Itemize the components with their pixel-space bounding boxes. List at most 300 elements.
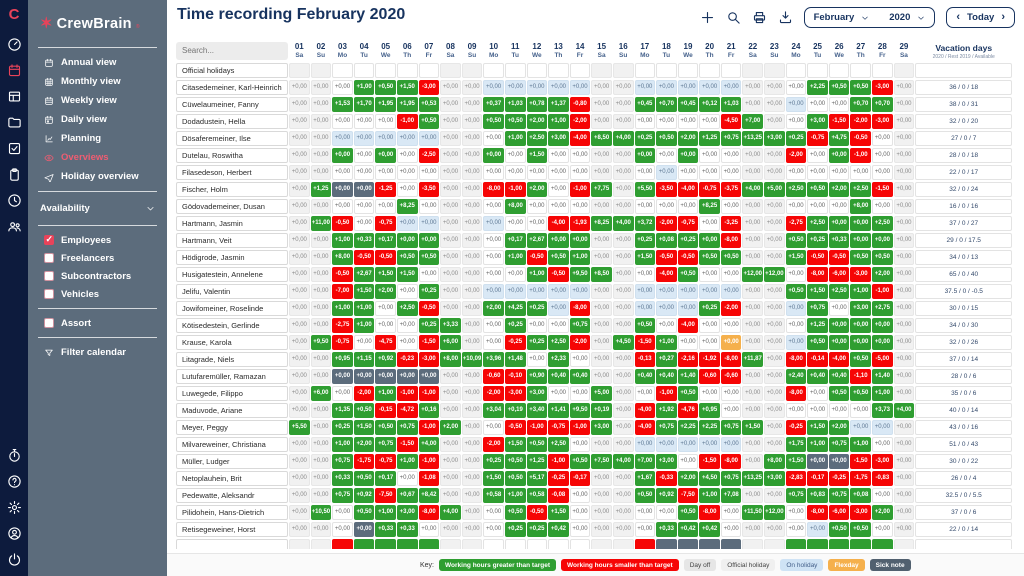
day-cell[interactable]: +0,00 xyxy=(397,216,418,231)
day-cell[interactable]: +0,00 xyxy=(570,80,591,95)
day-cell[interactable]: +0,00 xyxy=(289,233,310,248)
day-cell[interactable] xyxy=(354,539,375,549)
day-cell[interactable]: -0,83 xyxy=(872,471,893,486)
day-cell[interactable]: +0,00 xyxy=(462,131,483,146)
day-cell[interactable]: +0,00 xyxy=(829,403,850,418)
day-cell[interactable]: +0,50 xyxy=(656,131,677,146)
day-cell[interactable] xyxy=(527,539,548,549)
day-cell[interactable]: +0,50 xyxy=(850,352,871,367)
day-cell[interactable]: +0,50 xyxy=(678,505,699,520)
clock-icon[interactable] xyxy=(7,193,22,208)
day-cell[interactable]: +0,00 xyxy=(786,97,807,112)
day-cell[interactable] xyxy=(786,63,807,78)
day-cell[interactable]: +0,17 xyxy=(375,471,396,486)
day-cell[interactable]: +0,50 xyxy=(483,114,504,129)
employee-name-cell[interactable]: Hartmann, Veit xyxy=(176,233,288,248)
day-cell[interactable]: +0,00 xyxy=(721,165,742,180)
day-cell[interactable]: +1,25 xyxy=(311,182,332,197)
day-cell[interactable]: +0,00 xyxy=(613,352,634,367)
day-cell[interactable]: -0,23 xyxy=(397,352,418,367)
day-cell[interactable]: +0,00 xyxy=(635,165,656,180)
day-cell[interactable]: -4,00 xyxy=(678,318,699,333)
day-cell[interactable]: +0,92 xyxy=(375,352,396,367)
day-cell[interactable]: +1,95 xyxy=(397,97,418,112)
day-cell[interactable] xyxy=(483,63,504,78)
day-cell[interactable]: -8,00 xyxy=(807,267,828,282)
day-cell[interactable]: +0,50 xyxy=(850,522,871,537)
day-cell[interactable]: +0,00 xyxy=(872,437,893,452)
day-cell[interactable]: +6,00 xyxy=(440,335,461,350)
day-cell[interactable]: +0,00 xyxy=(894,301,915,316)
day-cell[interactable]: +0,00 xyxy=(786,335,807,350)
day-cell[interactable] xyxy=(440,63,461,78)
day-cell[interactable]: +0,00 xyxy=(678,284,699,299)
day-cell[interactable]: +8,00 xyxy=(505,199,526,214)
day-cell[interactable]: +0,00 xyxy=(440,199,461,214)
day-cell[interactable]: +0,00 xyxy=(440,182,461,197)
day-cell[interactable]: +0,00 xyxy=(635,301,656,316)
day-cell[interactable]: +0,00 xyxy=(850,233,871,248)
day-cell[interactable]: +0,00 xyxy=(678,454,699,469)
day-cell[interactable]: -1,50 xyxy=(829,114,850,129)
day-cell[interactable]: +0,00 xyxy=(570,284,591,299)
day-cell[interactable]: +0,00 xyxy=(894,369,915,384)
day-cell[interactable]: +5,00 xyxy=(591,386,612,401)
day-cell[interactable]: +0,00 xyxy=(419,131,440,146)
day-cell[interactable]: -2,50 xyxy=(419,148,440,163)
day-cell[interactable]: -1,75 xyxy=(354,454,375,469)
day-cell[interactable]: +7,00 xyxy=(635,454,656,469)
day-cell[interactable]: -8,00 xyxy=(419,505,440,520)
day-cell[interactable]: -8,00 xyxy=(699,505,720,520)
day-cell[interactable]: +0,00 xyxy=(613,437,634,452)
day-cell[interactable]: +0,40 xyxy=(635,369,656,384)
day-cell[interactable]: +5,17 xyxy=(527,471,548,486)
day-cell[interactable]: +2,67 xyxy=(527,233,548,248)
day-cell[interactable]: +0,00 xyxy=(462,97,483,112)
filter-vehicles[interactable]: Vehicles xyxy=(28,285,167,303)
day-cell[interactable]: +0,00 xyxy=(656,284,677,299)
day-cell[interactable]: +0,00 xyxy=(419,216,440,231)
day-cell[interactable]: +0,50 xyxy=(548,250,569,265)
day-cell[interactable]: +0,75 xyxy=(721,420,742,435)
day-cell[interactable]: +0,17 xyxy=(505,233,526,248)
day-cell[interactable]: -0,15 xyxy=(375,403,396,418)
day-cell[interactable]: +0,00 xyxy=(289,301,310,316)
day-cell[interactable]: +0,00 xyxy=(440,267,461,282)
day-cell[interactable]: +0,50 xyxy=(678,267,699,282)
day-cell[interactable]: -8,00 xyxy=(721,352,742,367)
day-cell[interactable]: +0,00 xyxy=(613,403,634,418)
day-cell[interactable]: -1,00 xyxy=(397,114,418,129)
day-cell[interactable]: +0,00 xyxy=(678,437,699,452)
day-cell[interactable]: +0,50 xyxy=(419,250,440,265)
day-cell[interactable]: +1,00 xyxy=(397,454,418,469)
day-cell[interactable]: +0,50 xyxy=(850,386,871,401)
day-cell[interactable]: +0,00 xyxy=(894,250,915,265)
day-cell[interactable]: +0,00 xyxy=(894,182,915,197)
day-cell[interactable]: -2,00 xyxy=(656,216,677,231)
day-cell[interactable] xyxy=(527,63,548,78)
day-cell[interactable]: -0,75 xyxy=(548,420,569,435)
day-cell[interactable]: +0,00 xyxy=(354,199,375,214)
day-cell[interactable]: +3,96 xyxy=(483,352,504,367)
day-cell[interactable]: +0,00 xyxy=(483,420,504,435)
day-cell[interactable] xyxy=(872,539,893,549)
day-cell[interactable]: +3,00 xyxy=(548,131,569,146)
day-cell[interactable]: +0,50 xyxy=(505,505,526,520)
day-cell[interactable]: -8,00 xyxy=(721,454,742,469)
day-cell[interactable] xyxy=(656,63,677,78)
day-cell[interactable]: +0,00 xyxy=(591,284,612,299)
day-cell[interactable]: +1,40 xyxy=(678,369,699,384)
day-cell[interactable]: +0,42 xyxy=(699,522,720,537)
day-cell[interactable]: +0,00 xyxy=(894,97,915,112)
day-cell[interactable]: +0,00 xyxy=(440,488,461,503)
day-cell[interactable]: +0,00 xyxy=(375,131,396,146)
day-cell[interactable]: +4,00 xyxy=(613,454,634,469)
day-cell[interactable]: -1,75 xyxy=(850,471,871,486)
day-cell[interactable]: -1,08 xyxy=(419,471,440,486)
day-cell[interactable]: +0,00 xyxy=(527,80,548,95)
day-cell[interactable]: +0,67 xyxy=(397,488,418,503)
day-cell[interactable]: -1,00 xyxy=(397,386,418,401)
day-cell[interactable]: -2,00 xyxy=(354,386,375,401)
day-cell[interactable]: +0,25 xyxy=(505,318,526,333)
day-cell[interactable]: -1,50 xyxy=(850,454,871,469)
day-cell[interactable]: -2,00 xyxy=(570,335,591,350)
day-cell[interactable]: +2,50 xyxy=(829,284,850,299)
employee-name-cell[interactable]: Jowifomeiner, Roselinde xyxy=(176,301,288,316)
day-cell[interactable]: -0,25 xyxy=(548,471,569,486)
day-cell[interactable]: +0,00 xyxy=(850,335,871,350)
day-cell[interactable]: +8,25 xyxy=(397,199,418,214)
day-cell[interactable]: +0,00 xyxy=(462,182,483,197)
day-cell[interactable]: +0,50 xyxy=(829,386,850,401)
day-cell[interactable] xyxy=(440,539,461,549)
day-cell[interactable]: -0,50 xyxy=(419,301,440,316)
day-cell[interactable]: +0,25 xyxy=(483,454,504,469)
day-cell[interactable]: +0,00 xyxy=(289,182,310,197)
day-cell[interactable]: +8,50 xyxy=(591,131,612,146)
day-cell[interactable]: +0,53 xyxy=(419,97,440,112)
sidebar-item-holiday-overview[interactable]: Holiday overview xyxy=(28,167,167,186)
day-cell[interactable] xyxy=(635,63,656,78)
day-cell[interactable]: +0,00 xyxy=(505,165,526,180)
day-cell[interactable]: +1,50 xyxy=(505,437,526,452)
day-cell[interactable]: +2,50 xyxy=(527,131,548,146)
dashboard-gauge-icon[interactable] xyxy=(7,37,22,52)
day-cell[interactable]: +0,00 xyxy=(721,148,742,163)
filter-calendar-button[interactable]: Filter calendar xyxy=(28,343,167,362)
day-cell[interactable]: +0,00 xyxy=(354,216,375,231)
day-cell[interactable]: +0,00 xyxy=(635,437,656,452)
day-cell[interactable]: +2,00 xyxy=(872,267,893,282)
day-cell[interactable] xyxy=(332,539,353,549)
day-cell[interactable]: +0,00 xyxy=(829,454,850,469)
day-cell[interactable]: +0,00 xyxy=(613,267,634,282)
day-cell[interactable]: +1,50 xyxy=(354,420,375,435)
employee-name-cell[interactable]: Netoplauhein, Brit xyxy=(176,471,288,486)
day-cell[interactable]: +0,00 xyxy=(462,80,483,95)
day-cell[interactable]: +0,00 xyxy=(462,522,483,537)
day-cell[interactable]: +0,00 xyxy=(548,233,569,248)
day-cell[interactable] xyxy=(872,63,893,78)
day-cell[interactable]: -0,50 xyxy=(850,131,871,146)
day-cell[interactable]: +0,00 xyxy=(440,522,461,537)
day-cell[interactable]: +11,50 xyxy=(742,505,763,520)
day-cell[interactable]: -1,00 xyxy=(548,454,569,469)
day-cell[interactable]: +0,00 xyxy=(570,148,591,163)
day-cell[interactable]: +0,00 xyxy=(570,386,591,401)
day-cell[interactable]: +0,00 xyxy=(721,505,742,520)
employee-name-cell[interactable]: Krause, Karola xyxy=(176,335,288,350)
day-cell[interactable]: +0,33 xyxy=(332,471,353,486)
day-cell[interactable]: +0,00 xyxy=(332,131,353,146)
day-cell[interactable]: +1,48 xyxy=(505,352,526,367)
day-cell[interactable]: +0,00 xyxy=(894,131,915,146)
day-cell[interactable]: +1,41 xyxy=(548,403,569,418)
day-cell[interactable]: -1,00 xyxy=(656,386,677,401)
employee-name-cell[interactable]: Gödovademeiner, Dusan xyxy=(176,199,288,214)
day-cell[interactable]: -4,00 xyxy=(635,403,656,418)
day-cell[interactable]: +0,00 xyxy=(764,114,785,129)
day-cell[interactable]: +0,00 xyxy=(721,335,742,350)
day-cell[interactable]: +1,50 xyxy=(397,80,418,95)
calendar-icon[interactable] xyxy=(7,63,22,78)
day-cell[interactable]: +0,00 xyxy=(613,97,634,112)
tasks-check-icon[interactable] xyxy=(7,141,22,156)
day-cell[interactable]: -0,50 xyxy=(354,250,375,265)
day-cell[interactable]: +0,50 xyxy=(375,80,396,95)
day-cell[interactable]: +0,00 xyxy=(289,386,310,401)
day-cell[interactable]: +0,50 xyxy=(721,250,742,265)
day-cell[interactable]: +0,00 xyxy=(591,522,612,537)
day-cell[interactable]: -0,25 xyxy=(786,420,807,435)
day-cell[interactable]: +0,16 xyxy=(419,403,440,418)
day-cell[interactable]: -1,00 xyxy=(570,420,591,435)
day-cell[interactable]: +0,50 xyxy=(807,335,828,350)
day-cell[interactable]: +0,00 xyxy=(764,250,785,265)
day-cell[interactable]: +0,58 xyxy=(527,488,548,503)
day-cell[interactable]: -2,00 xyxy=(570,114,591,129)
day-cell[interactable]: +1,50 xyxy=(548,505,569,520)
day-cell[interactable]: +0,00 xyxy=(894,420,915,435)
day-cell[interactable]: +0,00 xyxy=(289,250,310,265)
day-cell[interactable]: +0,00 xyxy=(894,335,915,350)
day-cell[interactable]: +0,00 xyxy=(786,403,807,418)
day-cell[interactable]: +0,00 xyxy=(613,505,634,520)
employee-name-cell[interactable]: Fischer, Holm xyxy=(176,182,288,197)
day-cell[interactable]: +8,00 xyxy=(764,454,785,469)
filter-assort[interactable]: Assort xyxy=(28,314,167,332)
day-cell[interactable] xyxy=(289,539,310,549)
day-cell[interactable]: +0,00 xyxy=(678,165,699,180)
day-cell[interactable]: +0,00 xyxy=(656,165,677,180)
day-cell[interactable]: +1,50 xyxy=(483,471,504,486)
day-cell[interactable]: +0,00 xyxy=(289,131,310,146)
day-cell[interactable]: +0,00 xyxy=(462,471,483,486)
day-cell[interactable]: +0,25 xyxy=(807,233,828,248)
day-cell[interactable]: -4,00 xyxy=(829,352,850,367)
day-cell[interactable]: +7,00 xyxy=(742,114,763,129)
day-cell[interactable]: +0,00 xyxy=(764,386,785,401)
day-cell[interactable]: +1,00 xyxy=(332,301,353,316)
day-cell[interactable]: +0,00 xyxy=(872,420,893,435)
day-cell[interactable]: +1,50 xyxy=(786,454,807,469)
day-cell[interactable]: +3,00 xyxy=(764,131,785,146)
employee-name-cell[interactable]: Luwegede, Filippo xyxy=(176,386,288,401)
day-cell[interactable]: +0,00 xyxy=(656,318,677,333)
employee-name-cell[interactable] xyxy=(176,539,288,549)
day-cell[interactable]: +2,00 xyxy=(527,114,548,129)
day-cell[interactable]: +0,40 xyxy=(656,369,677,384)
day-cell[interactable]: -7,50 xyxy=(678,488,699,503)
employee-name-cell[interactable]: Pedewatte, Aleksandr xyxy=(176,488,288,503)
employee-name-cell[interactable]: Cüwelaumeiner, Fanny xyxy=(176,97,288,112)
day-cell[interactable]: -0,60 xyxy=(699,369,720,384)
day-cell[interactable]: +0,00 xyxy=(462,437,483,452)
day-cell[interactable]: +1,00 xyxy=(872,386,893,401)
day-cell[interactable]: +0,70 xyxy=(656,97,677,112)
day-cell[interactable]: +3,73 xyxy=(872,403,893,418)
day-cell[interactable]: +0,00 xyxy=(440,250,461,265)
day-cell[interactable]: +0,00 xyxy=(807,386,828,401)
day-cell[interactable]: +0,00 xyxy=(548,386,569,401)
day-cell[interactable]: +0,50 xyxy=(786,284,807,299)
day-cell[interactable]: +1,03 xyxy=(721,97,742,112)
day-cell[interactable]: +0,50 xyxy=(354,471,375,486)
day-cell[interactable]: -1,50 xyxy=(419,335,440,350)
day-cell[interactable]: +0,50 xyxy=(635,488,656,503)
day-cell[interactable]: +2,00 xyxy=(829,420,850,435)
day-cell[interactable]: +0,40 xyxy=(548,369,569,384)
day-cell[interactable]: +1,00 xyxy=(332,437,353,452)
day-cell[interactable]: +0,17 xyxy=(375,233,396,248)
day-cell[interactable]: -1,50 xyxy=(699,454,720,469)
day-cell[interactable] xyxy=(678,539,699,549)
day-cell[interactable]: +0,00 xyxy=(635,267,656,282)
day-cell[interactable]: +2,50 xyxy=(548,335,569,350)
sidebar-item-daily-view[interactable]: Daily view xyxy=(28,110,167,129)
day-cell[interactable]: +0,00 xyxy=(591,97,612,112)
day-cell[interactable]: +0,00 xyxy=(397,233,418,248)
day-cell[interactable]: +2,00 xyxy=(872,505,893,520)
day-cell[interactable]: +0,00 xyxy=(483,131,504,146)
day-cell[interactable]: +0,00 xyxy=(289,505,310,520)
day-cell[interactable]: -4,75 xyxy=(375,335,396,350)
day-cell[interactable]: +8,00 xyxy=(440,352,461,367)
day-cell[interactable]: +1,00 xyxy=(375,505,396,520)
day-cell[interactable]: +0,00 xyxy=(678,199,699,214)
day-cell[interactable]: +0,00 xyxy=(289,165,310,180)
day-cell[interactable]: +1,35 xyxy=(332,403,353,418)
day-cell[interactable]: +0,50 xyxy=(354,505,375,520)
day-cell[interactable]: +0,00 xyxy=(699,386,720,401)
day-cell[interactable]: +0,00 xyxy=(548,80,569,95)
day-cell[interactable]: +0,75 xyxy=(807,301,828,316)
day-cell[interactable]: +0,00 xyxy=(764,284,785,299)
day-cell[interactable]: +0,40 xyxy=(570,369,591,384)
day-cell[interactable]: +0,00 xyxy=(462,233,483,248)
day-cell[interactable]: +1,50 xyxy=(354,284,375,299)
day-cell[interactable]: +3,00 xyxy=(764,471,785,486)
employee-name-cell[interactable]: Maduvode, Ariane xyxy=(176,403,288,418)
employee-name-cell[interactable]: Meyer, Peggy xyxy=(176,420,288,435)
day-cell[interactable]: +0,00 xyxy=(872,199,893,214)
day-cell[interactable] xyxy=(656,539,677,549)
day-cell[interactable]: +0,00 xyxy=(829,216,850,231)
day-cell[interactable]: +0,00 xyxy=(332,114,353,129)
next-button[interactable]: › xyxy=(1001,11,1005,23)
day-cell[interactable]: +0,90 xyxy=(527,369,548,384)
day-cell[interactable]: +0,00 xyxy=(894,284,915,299)
day-cell[interactable] xyxy=(419,63,440,78)
day-cell[interactable]: +0,00 xyxy=(764,352,785,367)
day-cell[interactable]: +0,00 xyxy=(850,165,871,180)
day-cell[interactable]: +0,40 xyxy=(807,369,828,384)
day-cell[interactable]: -0,75 xyxy=(375,454,396,469)
day-cell[interactable]: +0,00 xyxy=(721,403,742,418)
day-cell[interactable]: +2,00 xyxy=(354,437,375,452)
day-cell[interactable]: +0,00 xyxy=(699,318,720,333)
day-cell[interactable]: +0,19 xyxy=(505,403,526,418)
day-cell[interactable]: +0,00 xyxy=(483,80,504,95)
day-cell[interactable]: +0,25 xyxy=(699,301,720,316)
day-cell[interactable]: +0,00 xyxy=(894,488,915,503)
day-cell[interactable] xyxy=(850,539,871,549)
day-cell[interactable]: -4,00 xyxy=(635,420,656,435)
day-cell[interactable]: +0,33 xyxy=(656,522,677,537)
day-cell[interactable]: +0,00 xyxy=(850,216,871,231)
day-cell[interactable]: +0,45 xyxy=(635,97,656,112)
day-cell[interactable]: +0,50 xyxy=(419,114,440,129)
day-cell[interactable]: +0,00 xyxy=(613,233,634,248)
day-cell[interactable]: +0,00 xyxy=(397,369,418,384)
day-cell[interactable]: +0,00 xyxy=(894,471,915,486)
day-cell[interactable]: +0,00 xyxy=(613,182,634,197)
day-cell[interactable]: -2,00 xyxy=(483,437,504,452)
day-cell[interactable]: +2,67 xyxy=(354,267,375,282)
day-cell[interactable] xyxy=(419,539,440,549)
day-cell[interactable]: +12,00 xyxy=(764,505,785,520)
add-button[interactable] xyxy=(700,10,715,25)
day-cell[interactable]: +3,00 xyxy=(850,301,871,316)
day-cell[interactable]: -2,83 xyxy=(786,471,807,486)
day-cell[interactable]: +0,19 xyxy=(591,403,612,418)
download-icon[interactable] xyxy=(778,10,793,25)
day-cell[interactable] xyxy=(375,539,396,549)
day-cell[interactable]: +0,37 xyxy=(483,97,504,112)
day-cell[interactable]: -0,50 xyxy=(548,267,569,282)
search-input[interactable] xyxy=(176,42,288,60)
day-cell[interactable]: +0,50 xyxy=(872,250,893,265)
day-cell[interactable]: +0,00 xyxy=(742,403,763,418)
day-cell[interactable]: +0,00 xyxy=(462,267,483,282)
day-cell[interactable]: +0,00 xyxy=(742,97,763,112)
day-cell[interactable]: +7,50 xyxy=(591,454,612,469)
day-cell[interactable]: -4,50 xyxy=(721,114,742,129)
day-cell[interactable] xyxy=(505,539,526,549)
day-cell[interactable]: +0,75 xyxy=(570,318,591,333)
day-cell[interactable]: +0,00 xyxy=(699,233,720,248)
day-cell[interactable]: -3,00 xyxy=(505,386,526,401)
day-cell[interactable]: +1,00 xyxy=(527,267,548,282)
day-cell[interactable]: -1,00 xyxy=(419,420,440,435)
day-cell[interactable]: +0,00 xyxy=(699,335,720,350)
day-cell[interactable]: +0,00 xyxy=(656,148,677,163)
day-cell[interactable]: +0,00 xyxy=(483,199,504,214)
